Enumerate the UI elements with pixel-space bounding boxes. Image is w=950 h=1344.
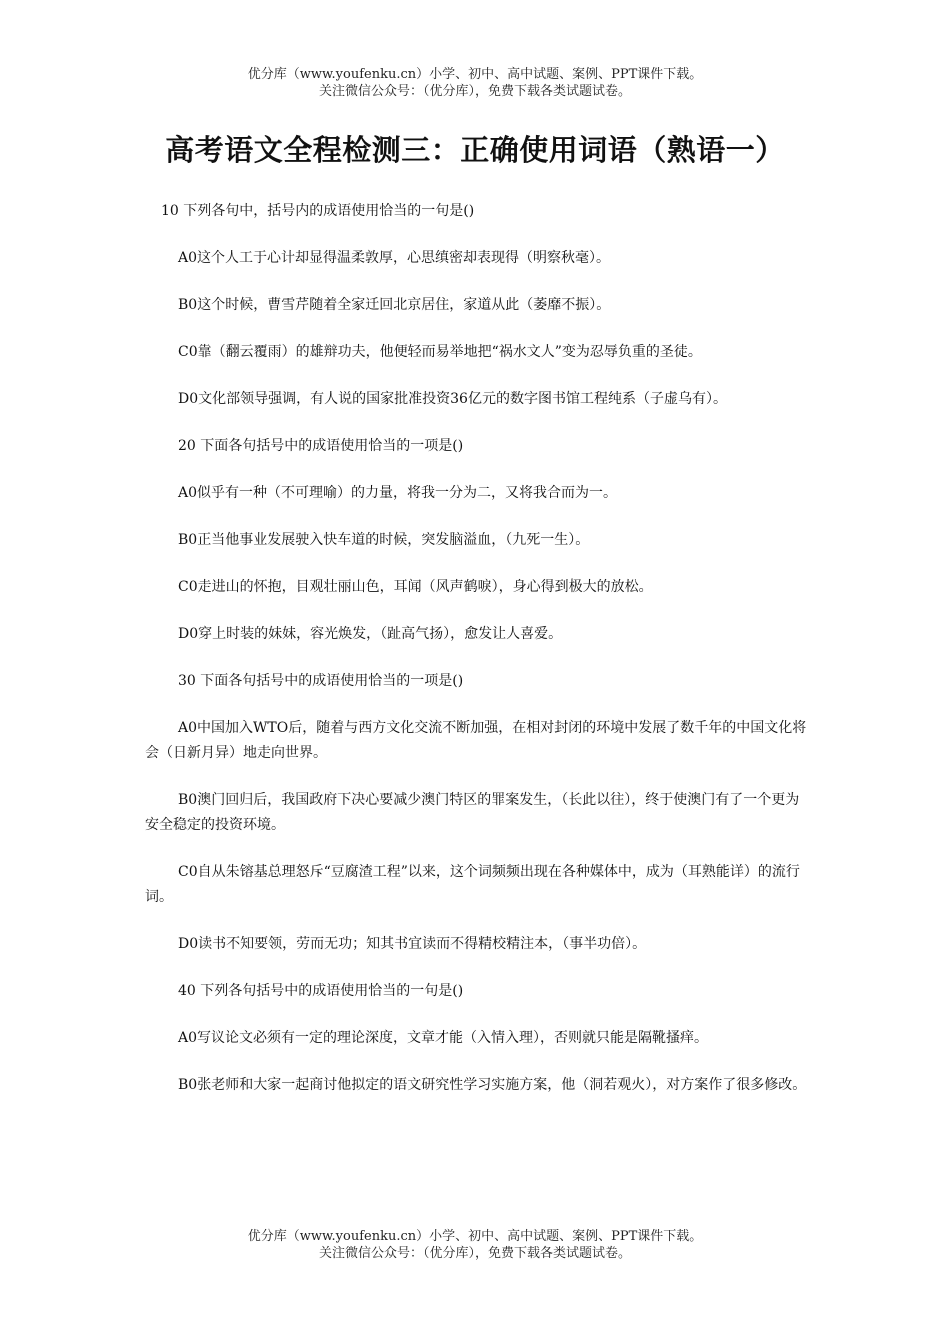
question-stem-3: 30 下面各句括号中的成语使用恰当的一项是() bbox=[178, 673, 464, 689]
page-header bbox=[0, 66, 950, 100]
option-1-d: D0文化部领导强调，有人说的国家批准投资36亿元的数字图书馆工程纯系（子虚乌有）。 bbox=[178, 391, 727, 407]
option-1-a: A0这个人工于心计却显得温柔敦厚，心思缜密却表现得（明察秋毫）。 bbox=[178, 250, 611, 266]
header-line-2: 关注微信公众号：（优分库），免费下载各类试题试卷。 bbox=[318, 84, 631, 99]
option-4-b: B0张老师和大家一起商讨他拟定的语文研究性学习实施方案，他（洞若观火），对方案作了很多修改。 bbox=[178, 1077, 807, 1093]
option-2-a: A0似乎有一种（不可理喻）的力量，将我一分为二，又将我合而为一。 bbox=[178, 485, 618, 501]
option-2-d: D0穿上时装的妹妹，容光焕发，（趾高气扬），愈发让人喜爱。 bbox=[178, 626, 563, 642]
question-stem-4: 40 下列各句括号中的成语使用恰当的一句是() bbox=[178, 983, 464, 999]
option-3-c: C0自从朱镕基总理怒斥“豆腐渣工程”以来，这个词频频出现在各种媒体中，成为（耳熟能详）的流行词。 bbox=[145, 864, 800, 905]
question-stem-2: 20 下面各句括号中的成语使用恰当的一项是() bbox=[178, 438, 464, 454]
option-3-b: B0澳门回归后，我国政府下决心要减少澳门特区的罪案发生，（长此以往），终于使澳门有了一个更为安全稳定的投资环境。 bbox=[145, 792, 800, 833]
option-4-a: A0写议论文必须有一定的理论深度，文章才能（入情入理），否则就只能是隔靴搔痒。 bbox=[178, 1030, 709, 1046]
document-body bbox=[145, 199, 810, 1120]
option-1-c: C0靠（翻云覆雨）的雄辩功夫，他便轻而易举地把“祸水文人”变为忍辱负重的圣徒。 bbox=[178, 344, 702, 360]
footer-line-1: 优分库（www.youfenku.cn）小学、初中、高中试题、案例、PPT课件下载。 bbox=[247, 1229, 703, 1244]
option-2-b: B0正当他事业发展驶入快车道的时候，突发脑溢血，（九死一生）。 bbox=[178, 532, 590, 548]
option-3-a: A0中国加入WTO后，随着与西方文化交流不断加强，在相对封闭的环境中发展了数千年的中国文化将会（日新月异）地走向世界。 bbox=[145, 720, 807, 761]
question-stem-1: 10 下列各句中，括号内的成语使用恰当的一句是() bbox=[161, 203, 475, 219]
header-line-1: 优分库（www.youfenku.cn）小学、初中、高中试题、案例、PPT课件下载。 bbox=[247, 67, 703, 82]
document-title: 高考语文全程检测三：正确使用词语（熟语一） bbox=[165, 133, 785, 167]
option-1-b: B0这个时候，曹雪芹随着全家迁回北京居住，家道从此（萎靡不振）。 bbox=[178, 297, 611, 313]
option-2-c: C0走进山的怀抱，目观壮丽山色，耳闻（风声鹤唳），身心得到极大的放松。 bbox=[178, 579, 653, 595]
footer-line-2: 关注微信公众号：（优分库），免费下载各类试题试卷。 bbox=[318, 1246, 631, 1261]
option-3-d: D0读书不知要领，劳而无功；知其书宜读而不得精校精注本，（事半功倍）。 bbox=[178, 936, 647, 952]
page-footer bbox=[0, 1228, 950, 1262]
